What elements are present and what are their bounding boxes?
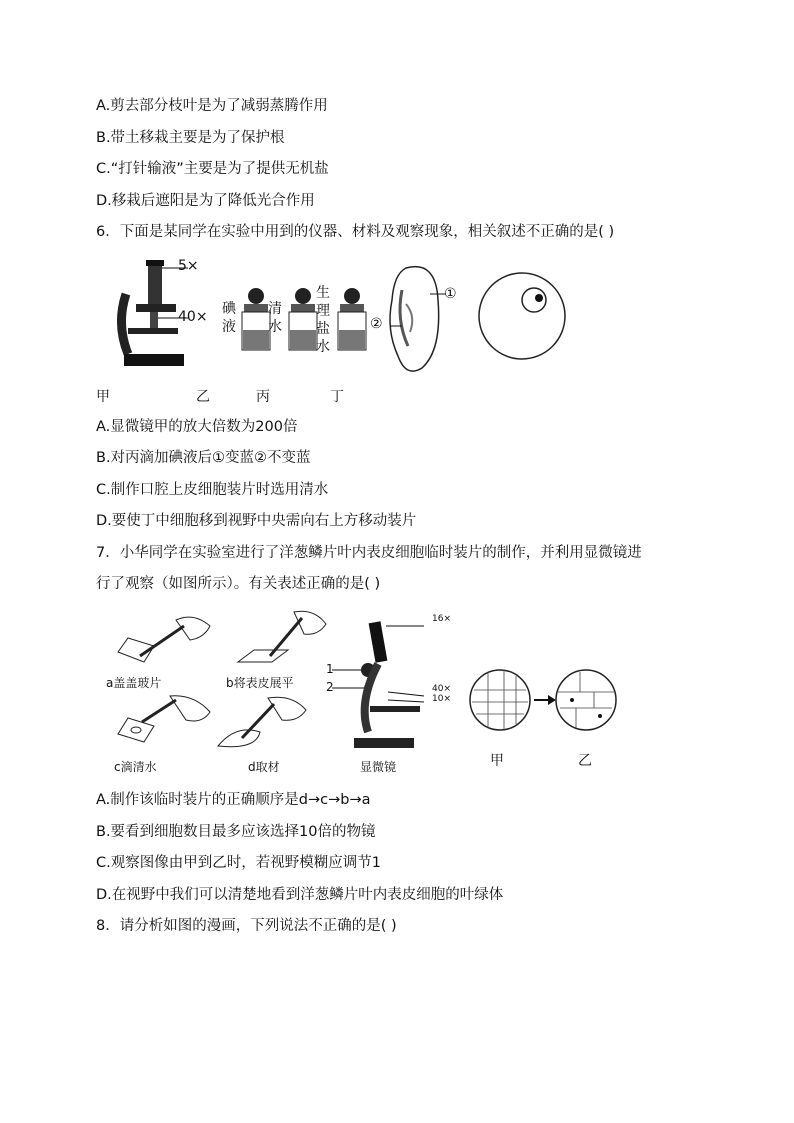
caption-bing: 丙 xyxy=(256,389,270,405)
step-b-illustration xyxy=(232,610,332,670)
reagent-water: 清水 xyxy=(268,301,282,335)
seed-section xyxy=(376,260,456,380)
q5-option-c: C.“打针输液”主要是为了提供无机盐 xyxy=(96,161,329,177)
view-jia-label: 甲 xyxy=(490,753,504,769)
q6-option-c: C.制作口腔上皮细胞装片时选用清水 xyxy=(96,482,329,498)
objective-label: 40× xyxy=(178,309,208,325)
q6-figure xyxy=(96,252,596,382)
q5-option-a: A.剪去部分枝叶是为了减弱蒸腾作用 xyxy=(96,98,328,114)
caption-yi: 乙 xyxy=(196,389,210,405)
caption-jia: 甲 xyxy=(96,389,110,405)
q7-option-a: A.制作该临时装片的正确顺序是d→c→b→a xyxy=(96,792,371,808)
q7-option-c: C.观察图像由甲到乙时，若视野模糊应调节1 xyxy=(96,855,381,871)
knob-1-label: 1 xyxy=(326,662,334,676)
microscope-illustration xyxy=(106,254,236,374)
q8-stem: 8．请分析如图的漫画，下列说法不正确的是( ) xyxy=(96,918,397,934)
q7-figure xyxy=(96,608,616,778)
step-d-label: d取材 xyxy=(248,760,280,774)
q6-option-a: A.显微镜甲的放大倍数为200倍 xyxy=(96,419,298,435)
reagent-bottles xyxy=(236,282,386,382)
eyepiece-label: 5× xyxy=(178,258,199,274)
caption-ding: 丁 xyxy=(330,389,344,405)
q7-stem-line1: 7．小华同学在实验室进行了洋葱鳞片叶内表皮细胞临时装片的制作，并利用显微镜进 xyxy=(96,545,642,561)
q7-option-b: B.要看到细胞数目最多应该选择10倍的物镜 xyxy=(96,824,376,840)
objective-40x-label: 40× xyxy=(432,684,451,694)
microscope-caption: 显微镜 xyxy=(360,760,397,774)
reagent-iodine: 碘液 xyxy=(222,301,236,335)
q7-option-d: D.在视野中我们可以清楚地看到洋葱鳞片叶内表皮细胞的叶绿体 xyxy=(96,887,504,903)
reagent-saline: 生理盐水 xyxy=(316,285,330,355)
q6-option-d: D.要使丁中细胞移到视野中央需向右上方移动装片 xyxy=(96,513,417,529)
step-c-illustration xyxy=(114,694,214,754)
step-a-illustration xyxy=(114,612,214,672)
view-yi-label: 乙 xyxy=(578,753,592,769)
mark-1: ① xyxy=(444,286,457,302)
q5-option-b: B.带土移栽主要是为了保护根 xyxy=(96,130,285,146)
step-d-illustration xyxy=(216,694,316,754)
q6-stem: 6．下面是某同学在实验中用到的仪器、材料及观察现象，相关叙述不正确的是( ) xyxy=(96,224,615,240)
q7-stem-line2: 行了观察（如图所示）。有关表述正确的是( ) xyxy=(96,576,381,592)
q5-option-d: D.移栽后遮阳是为了降低光合作用 xyxy=(96,193,315,209)
field-of-view xyxy=(476,270,576,370)
cell-views xyxy=(468,664,618,744)
step-a-label: a盖盖玻片 xyxy=(106,676,162,690)
step-c-label: c滴清水 xyxy=(114,760,157,774)
q6-option-b: B.对丙滴加碘液后①变蓝②不变蓝 xyxy=(96,450,311,466)
mark-2: ② xyxy=(370,316,383,332)
eyepiece-16x-label: 16× xyxy=(432,614,451,624)
step-b-label: b将表皮展平 xyxy=(226,676,294,690)
objective-10x-label: 10× xyxy=(432,694,451,704)
knob-2-label: 2 xyxy=(326,680,334,694)
